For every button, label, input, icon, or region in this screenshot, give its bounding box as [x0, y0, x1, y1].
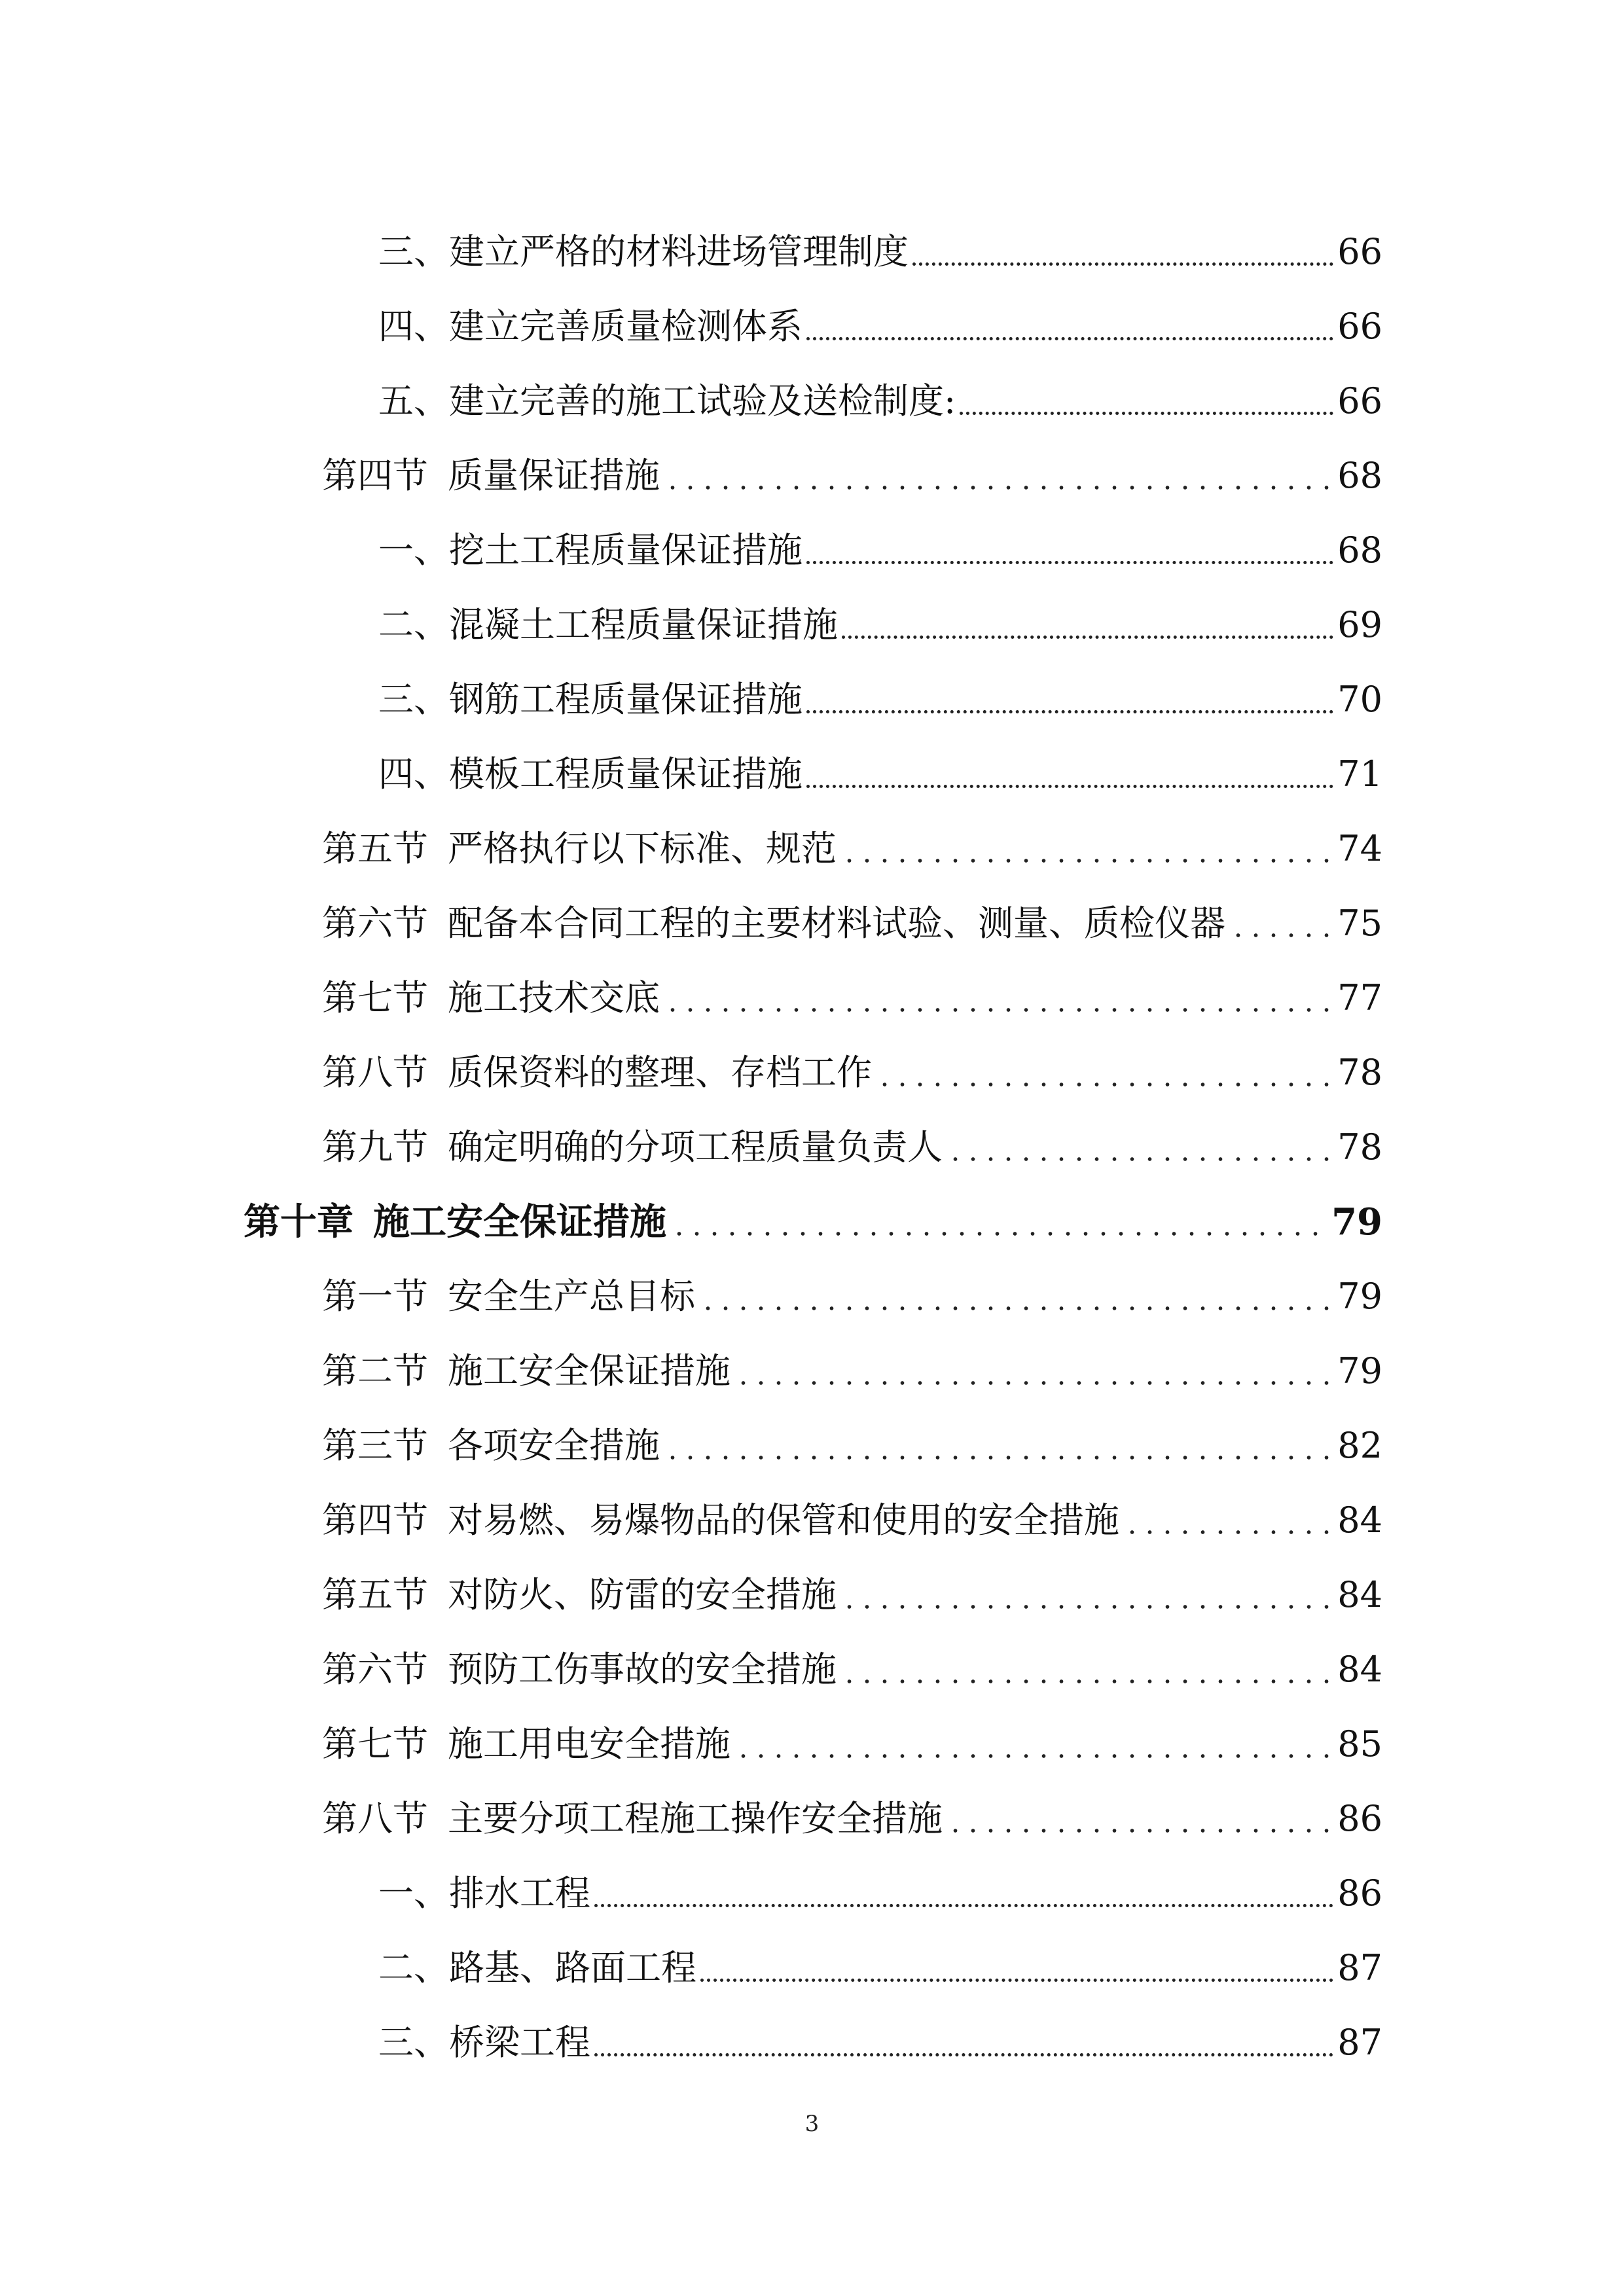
section-number: 第七节 [322, 1723, 428, 1765]
toc-entry-label [322, 826, 837, 872]
toc-entry[interactable] [322, 888, 1382, 946]
toc-entry-page: 78 [1337, 1052, 1382, 1093]
toc-entry[interactable] [322, 962, 1382, 1021]
dot-leader [594, 1871, 1333, 1916]
toc-entry-page: 70 [1337, 679, 1382, 720]
dot-leader [840, 826, 1333, 872]
toc-entry[interactable] [378, 365, 1382, 424]
toc-entry-page: 68 [1337, 455, 1382, 496]
chapter-number: 第十章 [244, 1200, 353, 1244]
section-title: 质量保证措施 [448, 455, 660, 496]
toc-entry-label [322, 453, 660, 499]
toc-entry-label: 三、建立严格的材料进场管理制度 [378, 231, 909, 272]
chapter-title: 施工安全保证措施 [373, 1200, 666, 1244]
toc-entry-page: 79 [1331, 1200, 1382, 1244]
toc-entry-page: 66 [1337, 231, 1382, 272]
toc-entry[interactable] [378, 589, 1382, 648]
dot-leader [947, 1124, 1333, 1170]
section-number: 第五节 [322, 828, 428, 869]
section-number: 第九节 [322, 1126, 428, 1168]
section-title: 对防火、防雷的安全措施 [448, 1574, 837, 1615]
toc-entry-page: 79 [1337, 1276, 1382, 1317]
toc-entry-page: 79 [1337, 1350, 1382, 1391]
page-number: 3 [804, 2111, 820, 2137]
section-title: 预防工伤事故的安全措施 [448, 1649, 837, 1690]
section-number: 第八节 [322, 1052, 428, 1093]
dot-leader [960, 378, 1333, 424]
section-title: 施工用电安全措施 [448, 1723, 731, 1765]
section-title: 严格执行以下标准、规范 [448, 828, 837, 869]
toc-entry-page: 68 [1337, 529, 1382, 571]
dot-leader [806, 528, 1333, 573]
toc-entry-page: 84 [1337, 1574, 1382, 1615]
toc-entry[interactable] [322, 1484, 1382, 1543]
toc-entry-page: 87 [1337, 1947, 1382, 1988]
toc-entry-label: 二、路基、路面工程 [378, 1947, 696, 1988]
toc-entry[interactable] [322, 1335, 1382, 1394]
toc-entry-page: 77 [1337, 977, 1382, 1018]
toc-entry-page: 87 [1337, 2022, 1382, 2063]
toc-entry-label [322, 1498, 1119, 1543]
toc-entry-label: 一、挖土工程质量保证措施 [378, 529, 803, 571]
dot-leader [806, 751, 1333, 797]
dot-leader [670, 1199, 1327, 1245]
dot-leader [734, 1348, 1333, 1394]
toc-entry[interactable] [322, 1634, 1382, 1693]
dot-leader [842, 602, 1333, 648]
toc-entry-page: 86 [1337, 1798, 1382, 1839]
toc-entry[interactable] [322, 1559, 1382, 1618]
dot-leader [734, 1721, 1333, 1767]
dot-leader [840, 1647, 1333, 1693]
toc-entry-page: 82 [1337, 1425, 1382, 1466]
toc-entry-label: 四、模板工程质量保证措施 [378, 753, 803, 795]
section-title: 施工技术交底 [448, 977, 660, 1018]
toc-entry-page: 84 [1337, 1649, 1382, 1690]
section-number: 第四节 [322, 455, 428, 496]
dot-leader [840, 1572, 1333, 1618]
toc-entry-page: 74 [1337, 828, 1382, 869]
toc-entry-page: 84 [1337, 1499, 1382, 1541]
section-number: 第四节 [322, 1499, 428, 1541]
toc-chapter-entry[interactable] [244, 1186, 1382, 1245]
dot-leader [912, 229, 1333, 275]
toc-entry-page: 71 [1337, 753, 1382, 795]
toc-entry[interactable] [322, 813, 1382, 872]
dot-leader [806, 304, 1333, 350]
toc-entry[interactable] [378, 514, 1382, 573]
toc-entry[interactable] [378, 216, 1382, 275]
dot-leader [806, 677, 1333, 723]
toc-entry[interactable] [378, 2007, 1382, 2066]
toc-entry-page: 78 [1337, 1126, 1382, 1168]
section-number: 第八节 [322, 1798, 428, 1839]
toc-entry[interactable] [322, 1111, 1382, 1170]
toc-entry-label [322, 1572, 837, 1618]
section-number: 第七节 [322, 977, 428, 1018]
toc-entry-page: 69 [1337, 604, 1382, 645]
dot-leader [876, 1050, 1333, 1096]
toc-entry-page: 66 [1337, 380, 1382, 422]
toc-entry-label: 三、钢筋工程质量保证措施 [378, 679, 803, 720]
section-title: 安全生产总目标 [448, 1276, 695, 1317]
section-title: 各项安全措施 [448, 1425, 660, 1466]
toc-entry-label [322, 1348, 731, 1394]
toc-entry[interactable] [378, 291, 1382, 350]
dot-leader [700, 1945, 1333, 1991]
section-number: 第一节 [322, 1276, 428, 1317]
section-number: 第二节 [322, 1350, 428, 1391]
dot-leader [664, 453, 1333, 499]
toc-entry[interactable] [378, 738, 1382, 797]
toc-entry-label [322, 1274, 695, 1319]
toc-entry-label [322, 1124, 943, 1170]
dot-leader [699, 1274, 1333, 1319]
toc-entry-page: 86 [1337, 1873, 1382, 1914]
toc-entry-label: 五、建立完善的施工试验及送检制度: [378, 380, 956, 422]
toc-entry-page: 66 [1337, 306, 1382, 347]
toc-entry-page: 85 [1337, 1723, 1382, 1765]
dot-leader [1229, 901, 1333, 946]
toc-entry[interactable] [322, 1783, 1382, 1842]
toc-entry-label [322, 1721, 731, 1767]
toc-entry-label [322, 1796, 943, 1842]
toc-entry-label: 三、桥梁工程 [378, 2022, 590, 2063]
dot-leader [664, 975, 1333, 1021]
dot-leader [594, 2020, 1333, 2066]
dot-leader [1123, 1498, 1333, 1543]
toc-entry-label: 四、建立完善质量检测体系 [378, 306, 803, 347]
dot-leader [664, 1423, 1333, 1469]
section-title: 主要分项工程施工操作安全措施 [448, 1798, 943, 1839]
toc-entry[interactable] [322, 1410, 1382, 1469]
section-title: 质保资料的整理、存档工作 [448, 1052, 872, 1093]
toc-entry[interactable] [322, 1708, 1382, 1767]
section-number: 第六节 [322, 1649, 428, 1690]
section-title: 配备本合同工程的主要材料试验、测量、质检仪器 [448, 903, 1225, 944]
section-number: 第六节 [322, 903, 428, 944]
toc-entry[interactable] [378, 1932, 1382, 1991]
toc-entry-label [322, 1647, 837, 1693]
section-number: 第五节 [322, 1574, 428, 1615]
toc-entry-label: 一、排水工程 [378, 1873, 590, 1914]
section-number: 第三节 [322, 1425, 428, 1466]
toc-entry-label: 二、混凝土工程质量保证措施 [378, 604, 838, 645]
toc-entry[interactable] [322, 1037, 1382, 1096]
section-title: 施工安全保证措施 [448, 1350, 731, 1391]
toc-entry-label [322, 1050, 872, 1096]
dot-leader [947, 1796, 1333, 1842]
section-title: 确定明确的分项工程质量负责人 [448, 1126, 943, 1168]
toc-entry-page: 75 [1337, 903, 1382, 944]
toc-entry-label [322, 975, 660, 1021]
toc-entry[interactable] [322, 1261, 1382, 1319]
toc-entry-label [322, 901, 1225, 946]
section-title: 对易燃、易爆物品的保管和使用的安全措施 [448, 1499, 1119, 1541]
toc-entry-label [244, 1199, 666, 1245]
toc-entry[interactable] [378, 1857, 1382, 1916]
toc-entry[interactable] [378, 664, 1382, 723]
toc-entry-label [322, 1423, 660, 1469]
toc-entry[interactable] [322, 440, 1382, 499]
